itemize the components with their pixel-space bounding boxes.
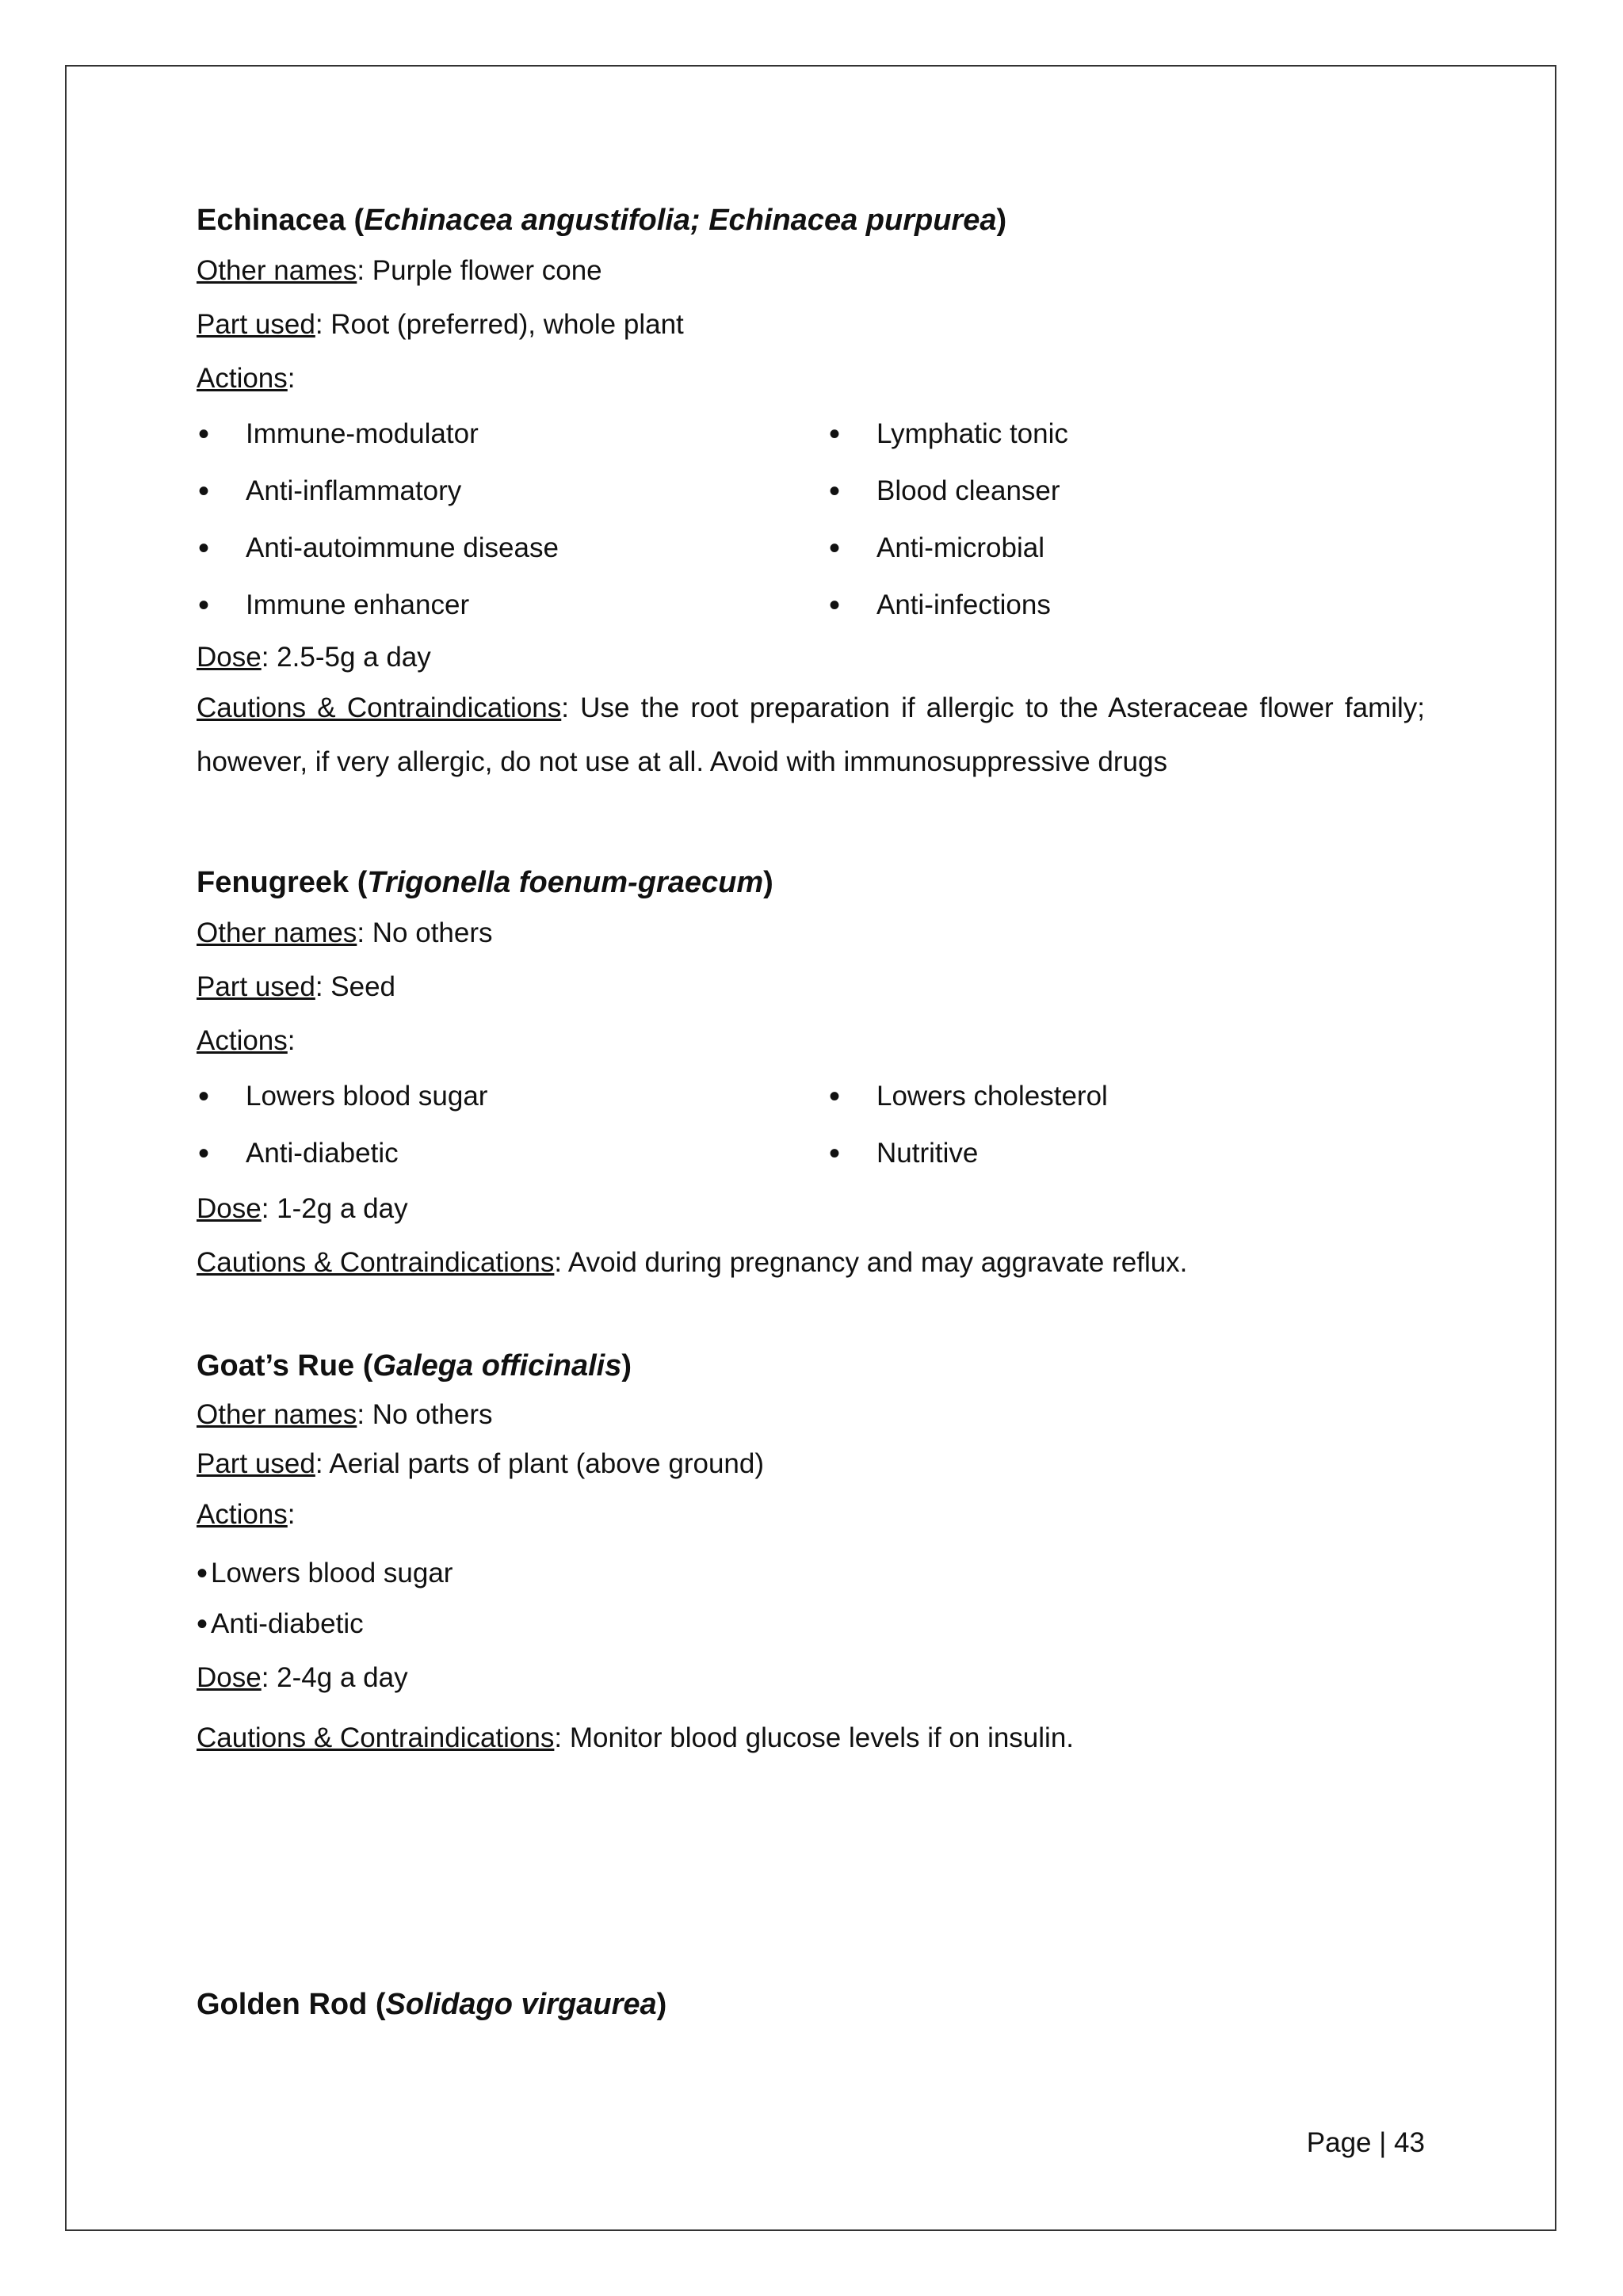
- actions-label: Actions: [197, 1499, 288, 1530]
- actions-line: Actions:: [197, 363, 296, 394]
- part-used-label: Part used: [197, 1448, 315, 1479]
- cautions-line: Cautions & Contraindications: Use the root preparation if allergic to the Asteraceae flower family; however, if very allergic, do not use at all. Avoid with immunosuppressive drugs: [197, 692, 1425, 777]
- part-used-label: Part used: [197, 309, 315, 340]
- actions-list: [197, 1068, 1425, 1182]
- herb-title: Fenugreek (Trigonella foenum-graecum): [197, 866, 773, 899]
- cautions-value: Use the root preparation if allergic to the Asteraceae flower family; however, if very allergic, do not use at all. Avoid with immunosuppressive drugs: [197, 692, 1425, 777]
- other-names-value: No others: [372, 917, 493, 948]
- herb-title: Echinacea (Echinacea angustifolia; Echinacea purpurea): [197, 204, 1007, 237]
- herb-latin-name: Echinacea angustifolia; Echinacea purpurea: [364, 204, 997, 237]
- actions-line: Actions:: [197, 1025, 296, 1056]
- cautions-label: Cautions & Contraindications: [197, 692, 562, 723]
- page-number: Page | 43: [1306, 2127, 1425, 2158]
- herb-entry-fenugreek: [197, 859, 1425, 1290]
- herb-common-name: Goat’s Rue: [197, 1349, 355, 1383]
- actions-line: Actions:: [197, 1499, 296, 1530]
- action-item: • Lymphatic tonic: [827, 406, 1425, 463]
- other-names-line: Other names: Purple flower cone: [197, 255, 602, 286]
- action-item: • Nutritive: [827, 1125, 1425, 1182]
- part-used-line: Part used: Root (preferred), whole plant: [197, 309, 684, 340]
- dose-label: Dose: [197, 1193, 262, 1224]
- dose-line: Dose: 2-4g a day: [197, 1662, 408, 1693]
- actions-label: Actions: [197, 363, 288, 394]
- dose-label: Dose: [197, 1662, 262, 1693]
- actions-list: [197, 406, 1425, 634]
- other-names-line: Other names: No others: [197, 917, 493, 948]
- herb-common-name: Echinacea: [197, 204, 346, 237]
- action-item: • Lowers blood sugar: [197, 1068, 827, 1125]
- action-item: • Immune enhancer: [197, 577, 827, 634]
- part-used-label: Part used: [197, 971, 315, 1002]
- dose-value: 1-2g a day: [277, 1193, 408, 1224]
- action-item: • Anti-autoimmune disease: [197, 520, 827, 577]
- herb-entry-echinacea: [197, 196, 1425, 789]
- actions-list: [197, 1548, 1425, 1650]
- action-item: • Anti-inflammatory: [197, 463, 827, 520]
- dose-value: 2.5-5g a day: [277, 642, 431, 673]
- herb-entry-goats-rue: [197, 1342, 1425, 1765]
- action-item: • Anti-diabetic: [197, 1599, 1425, 1650]
- other-names-value: No others: [372, 1399, 493, 1430]
- herb-title: Goat’s Rue (Galega officinalis): [197, 1349, 632, 1383]
- herb-latin-name: Trigonella foenum-graecum: [367, 866, 764, 899]
- herb-latin-name: Galega officinalis: [372, 1349, 622, 1383]
- herb-common-name: Fenugreek: [197, 866, 349, 899]
- other-names-label: Other names: [197, 917, 357, 948]
- part-used-line: Part used: Aerial parts of plant (above ground): [197, 1448, 764, 1479]
- part-used-value: Root (preferred), whole plant: [330, 309, 684, 340]
- action-item: • Lowers blood sugar: [197, 1548, 1425, 1599]
- cautions-value: Monitor blood glucose levels if on insulin.: [569, 1722, 1075, 1753]
- part-used-value: Seed: [330, 971, 396, 1002]
- cautions-label: Cautions & Contraindications: [197, 1247, 555, 1278]
- dose-line: Dose: 1-2g a day: [197, 1193, 408, 1224]
- part-used-value: Aerial parts of plant (above ground): [329, 1448, 764, 1479]
- other-names-label: Other names: [197, 1399, 357, 1430]
- cautions-label: Cautions & Contraindications: [197, 1722, 555, 1753]
- cautions-line: Cautions & Contraindications: Avoid during pregnancy and may aggravate reflux.: [197, 1247, 1188, 1278]
- dose-line: Dose: 2.5-5g a day: [197, 642, 431, 673]
- actions-label: Actions: [197, 1025, 288, 1056]
- cautions-value: Avoid during pregnancy and may aggravate reflux.: [567, 1247, 1188, 1278]
- herb-title: Golden Rod (Solidago virgaurea): [197, 1988, 667, 2021]
- dose-label: Dose: [197, 642, 262, 673]
- herb-latin-name: Solidago virgaurea: [385, 1988, 657, 2021]
- part-used-line: Part used: Seed: [197, 971, 396, 1002]
- action-item: • Anti-diabetic: [197, 1125, 827, 1182]
- action-item: • Anti-microbial: [827, 520, 1425, 577]
- cautions-line: Cautions & Contraindications: Monitor blood glucose levels if on insulin.: [197, 1722, 1075, 1753]
- other-names-line: Other names: No others: [197, 1399, 493, 1430]
- other-names-label: Other names: [197, 255, 357, 286]
- document-content: [197, 196, 1425, 2028]
- other-names-value: Purple flower cone: [372, 255, 602, 286]
- dose-value: 2-4g a day: [277, 1662, 408, 1693]
- action-item: • Anti-infections: [827, 577, 1425, 634]
- action-item: • Lowers cholesterol: [827, 1068, 1425, 1125]
- action-item: • Blood cleanser: [827, 463, 1425, 520]
- herb-common-name: Golden Rod: [197, 1988, 368, 2021]
- action-item: • Immune-modulator: [197, 406, 827, 463]
- herb-entry-golden-rod: [197, 1981, 1425, 2028]
